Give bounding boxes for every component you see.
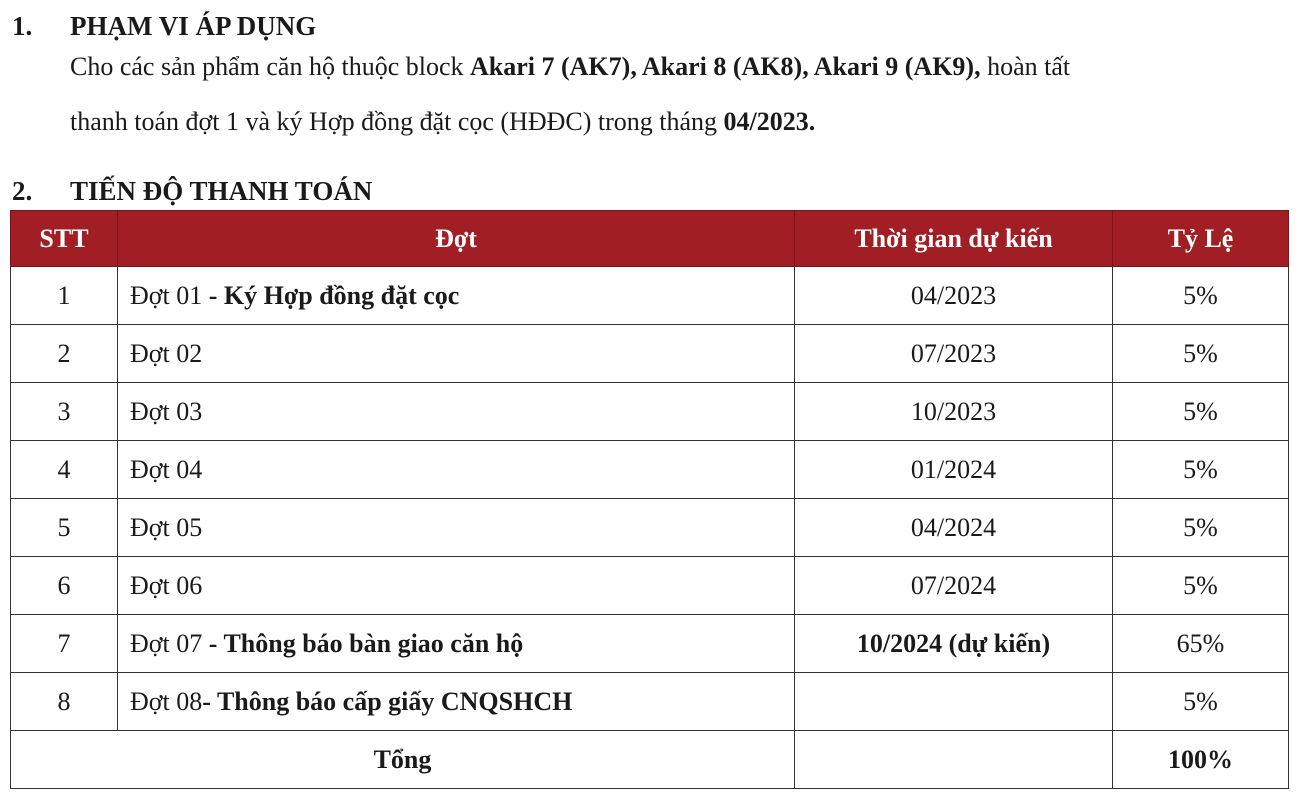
table-row	[11, 557, 1289, 615]
section-1-heading	[12, 10, 316, 42]
cell-stt: 5	[11, 499, 118, 557]
cell-stt: 2	[11, 325, 118, 383]
cell-stt: 3	[11, 383, 118, 441]
dot-name: Đợt 06	[130, 570, 203, 600]
cell-dot	[118, 383, 795, 441]
cell-dot	[118, 557, 795, 615]
header-stt: STT	[11, 211, 118, 267]
cell-time: 07/2023	[795, 325, 1113, 383]
cell-stt: 8	[11, 673, 118, 731]
table-row	[11, 673, 1289, 731]
cell-rate: 5%	[1113, 499, 1289, 557]
cell-dot	[118, 673, 795, 731]
scope-text-2: thanh toán đợt 1 và ký Hợp đồng đặt cọc (HĐĐC) trong tháng	[70, 107, 724, 136]
dot-name: Đợt 07	[130, 628, 203, 658]
cell-dot	[118, 499, 795, 557]
cell-time: 04/2023	[795, 267, 1113, 325]
total-time	[795, 731, 1113, 789]
table-header-row	[11, 211, 1289, 267]
table-row	[11, 499, 1289, 557]
cell-dot	[118, 267, 795, 325]
dot-name: Đợt 03	[130, 396, 203, 426]
cell-rate: 5%	[1113, 557, 1289, 615]
table-row	[11, 383, 1289, 441]
dot-name: Đợt 04	[130, 454, 203, 484]
cell-stt: 4	[11, 441, 118, 499]
cell-rate: 5%	[1113, 383, 1289, 441]
scope-paragraph-line-2	[70, 107, 1290, 137]
cell-dot	[118, 441, 795, 499]
header-dot: Đợt	[118, 211, 795, 267]
cell-rate: 5%	[1113, 267, 1289, 325]
section-2-heading	[12, 175, 372, 207]
dot-name: Đợt 05	[130, 512, 203, 542]
section-2-title: TIẾN ĐỘ THANH TOÁN	[70, 176, 373, 206]
cell-rate: 5%	[1113, 441, 1289, 499]
dot-name: Đợt 01	[130, 280, 203, 310]
cell-time: 01/2024	[795, 441, 1113, 499]
table-row	[11, 325, 1289, 383]
cell-stt: 1	[11, 267, 118, 325]
total-rate: 100%	[1113, 731, 1289, 789]
dot-desc: - Thông báo bàn giao căn hộ	[202, 628, 524, 658]
table-row	[11, 615, 1289, 673]
cell-rate: 65%	[1113, 615, 1289, 673]
cell-time: 10/2024 (dự kiến)	[795, 615, 1113, 673]
total-label: Tổng	[11, 731, 795, 789]
dot-desc: - Thông báo cấp giấy CNQSHCH	[202, 686, 573, 716]
scope-blocks: Akari 7 (AK7), Akari 8 (AK8), Akari 9 (AK9),	[470, 52, 981, 81]
table-row	[11, 441, 1289, 499]
cell-time: 07/2024	[795, 557, 1113, 615]
cell-time: 04/2024	[795, 499, 1113, 557]
cell-stt: 7	[11, 615, 118, 673]
cell-stt: 6	[11, 557, 118, 615]
cell-rate: 5%	[1113, 325, 1289, 383]
section-1-title: PHẠM VI ÁP DỤNG	[70, 11, 317, 41]
cell-dot	[118, 615, 795, 673]
cell-dot	[118, 325, 795, 383]
cell-time: 10/2023	[795, 383, 1113, 441]
dot-name: Đợt 08	[130, 686, 203, 716]
payment-schedule-table	[10, 210, 1289, 789]
scope-month: 04/2023.	[723, 107, 816, 136]
table-row	[11, 267, 1289, 325]
cell-rate: 5%	[1113, 673, 1289, 731]
scope-text-end: hoàn tất	[980, 52, 1071, 81]
dot-name: Đợt 02	[130, 338, 203, 368]
dot-desc: - Ký Hợp đồng đặt cọc	[202, 280, 460, 310]
header-rate: Tỷ Lệ	[1113, 211, 1289, 267]
section-2-number: 2.	[12, 176, 33, 206]
scope-paragraph-line-1	[70, 52, 1290, 82]
header-time: Thời gian dự kiến	[795, 211, 1113, 267]
table-total-row	[11, 731, 1289, 789]
scope-text: Cho các sản phẩm căn hộ thuộc block	[70, 52, 470, 81]
cell-time	[795, 673, 1113, 731]
section-1-number: 1.	[12, 11, 33, 41]
